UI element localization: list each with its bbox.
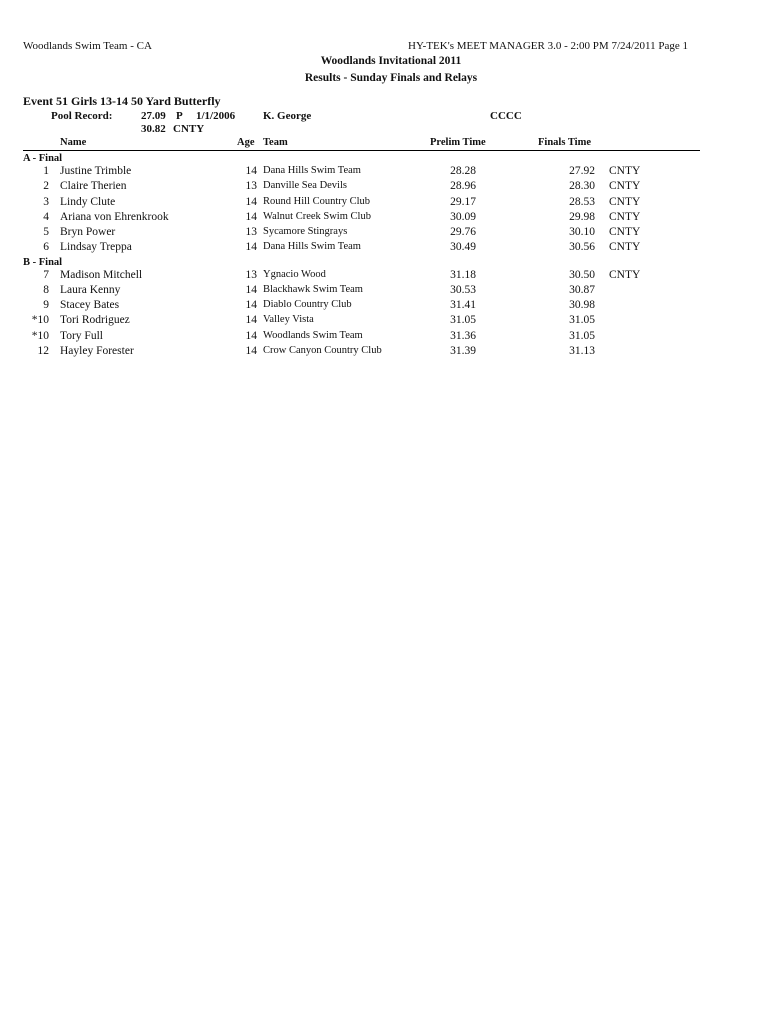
pool-record-date: 1/1/2006	[196, 110, 236, 122]
swimmer-name: Lindsay Treppa	[60, 241, 132, 254]
result-row	[0, 345, 768, 360]
prelim-time: 29.17	[450, 195, 476, 208]
place: *10	[31, 314, 49, 327]
place: 4	[43, 210, 49, 223]
time-standard: CNTY	[609, 180, 641, 193]
swimmer-name: Ariana von Ehrenkrook	[60, 210, 169, 223]
meet-title: Woodlands Invitational 2011	[320, 55, 462, 67]
standard-label: CNTY	[173, 123, 205, 135]
col-prelim-time: Prelim Time	[430, 137, 486, 148]
swimmer-team: Dana Hills Swim Team	[263, 241, 361, 253]
pool-record-team: CCCC	[490, 110, 522, 122]
time-standard: CNTY	[609, 210, 641, 223]
finals-time: 30.98	[569, 299, 595, 311]
time-standard: CNTY	[609, 241, 641, 254]
swimmer-age: 13	[245, 180, 257, 193]
prelim-time: 30.53	[450, 283, 476, 296]
swimmer-team: Woodlands Swim Team	[263, 329, 363, 341]
swimmer-team: Ygnacio Wood	[263, 268, 326, 280]
pool-record-time: 27.09	[141, 110, 166, 122]
result-row	[0, 269, 768, 284]
swimmer-age: 14	[245, 210, 257, 223]
time-standard: CNTY	[609, 165, 641, 177]
place: 12	[37, 344, 49, 357]
finals-time: 30.87	[569, 283, 595, 296]
result-row	[0, 284, 768, 299]
result-row	[0, 314, 768, 329]
section-label: B - Final	[23, 256, 63, 268]
swimmer-age: 14	[245, 165, 257, 177]
place: 6	[43, 241, 49, 254]
swimmer-age: 14	[245, 314, 257, 327]
prelim-time: 28.28	[450, 165, 476, 177]
col-name: Name	[60, 137, 87, 148]
pool-record-label: Pool Record:	[51, 110, 113, 122]
swimmer-name: Claire Therien	[60, 180, 127, 193]
result-row	[0, 330, 768, 345]
swimmer-age: 14	[245, 299, 257, 311]
header-divider	[23, 150, 700, 151]
result-row	[0, 299, 768, 314]
swimmer-age: 14	[245, 329, 257, 342]
meet-subtitle: Results - Sunday Finals and Relays	[304, 72, 478, 84]
place: 1	[43, 165, 49, 177]
prelim-time: 30.09	[450, 210, 476, 223]
place: 2	[43, 180, 49, 193]
result-row	[0, 226, 768, 241]
swimmer-age: 14	[245, 241, 257, 254]
software-header: HY-TEK's MEET MANAGER 3.0 - 2:00 PM 7/24/2011 Page 1	[408, 40, 689, 52]
swimmer-name: Hayley Forester	[60, 344, 134, 357]
swimmer-team: Crow Canyon Country Club	[263, 344, 382, 356]
result-row	[0, 211, 768, 226]
time-standard: CNTY	[609, 226, 641, 238]
result-row	[0, 241, 768, 256]
finals-time: 29.98	[569, 210, 595, 223]
time-standard: CNTY	[609, 268, 641, 281]
swimmer-name: Madison Mitchell	[60, 268, 143, 281]
finals-time: 27.92	[569, 165, 595, 177]
finals-time: 31.05	[569, 314, 595, 327]
swimmer-team: Valley Vista	[263, 314, 314, 326]
col-age: Age	[237, 137, 255, 148]
section-label: A - Final	[23, 153, 63, 164]
swimmer-age: 14	[245, 195, 257, 208]
swimmer-team: Dana Hills Swim Team	[263, 165, 361, 176]
swimmer-name: Stacey Bates	[60, 299, 120, 311]
swimmer-age: 14	[245, 344, 257, 357]
team-header: Woodlands Swim Team - CA	[23, 40, 152, 52]
event-title: Event 51 Girls 13-14 50 Yard Butterfly	[23, 94, 221, 108]
col-finals-time: Finals Time	[538, 137, 591, 148]
place: 8	[43, 283, 49, 296]
swimmer-name: Tori Rodriguez	[60, 314, 130, 327]
swimmer-team: Sycamore Stingrays	[263, 226, 348, 237]
swimmer-name: Tory Full	[60, 329, 103, 342]
finals-time: 30.50	[569, 268, 595, 281]
place: 7	[43, 268, 49, 281]
finals-time: 31.05	[569, 329, 595, 342]
swimmer-age: 13	[245, 268, 257, 281]
finals-time: 28.30	[569, 180, 595, 193]
finals-time: 31.13	[569, 344, 595, 357]
swimmer-age: 13	[245, 226, 257, 238]
pool-record-flag: P	[176, 110, 183, 122]
swimmer-age: 14	[245, 283, 257, 296]
result-row	[0, 165, 768, 180]
pool-record-holder: K. George	[263, 110, 312, 122]
prelim-time: 31.39	[450, 344, 476, 357]
swimmer-team: Blackhawk Swim Team	[263, 283, 363, 295]
col-team: Team	[263, 137, 288, 148]
swimmer-name: Justine Trimble	[60, 165, 132, 177]
prelim-time: 31.05	[450, 314, 476, 327]
prelim-time: 28.96	[450, 180, 476, 193]
swimmer-team: Walnut Creek Swim Club	[263, 210, 371, 222]
standard-time: 30.82	[141, 123, 166, 135]
swimmer-name: Lindy Clute	[60, 195, 116, 208]
swimmer-name: Bryn Power	[60, 226, 116, 238]
swimmer-team: Danville Sea Devils	[263, 180, 347, 192]
time-standard: CNTY	[609, 195, 641, 208]
result-row	[0, 196, 768, 211]
swimmer-name: Laura Kenny	[60, 283, 121, 296]
prelim-time: 31.18	[450, 268, 476, 281]
finals-time: 30.10	[569, 226, 595, 238]
finals-time: 30.56	[569, 241, 595, 254]
prelim-time: 30.49	[450, 241, 476, 254]
swimmer-team: Round Hill Country Club	[263, 195, 371, 207]
place: *10	[31, 329, 49, 342]
finals-time: 28.53	[569, 195, 595, 208]
prelim-time: 31.36	[450, 329, 476, 342]
place: 3	[43, 195, 49, 208]
place: 9	[43, 299, 49, 311]
prelim-time: 29.76	[450, 226, 476, 238]
prelim-time: 31.41	[450, 299, 476, 311]
swimmer-team: Diablo Country Club	[263, 299, 352, 310]
place: 5	[43, 226, 49, 238]
result-row	[0, 180, 768, 195]
